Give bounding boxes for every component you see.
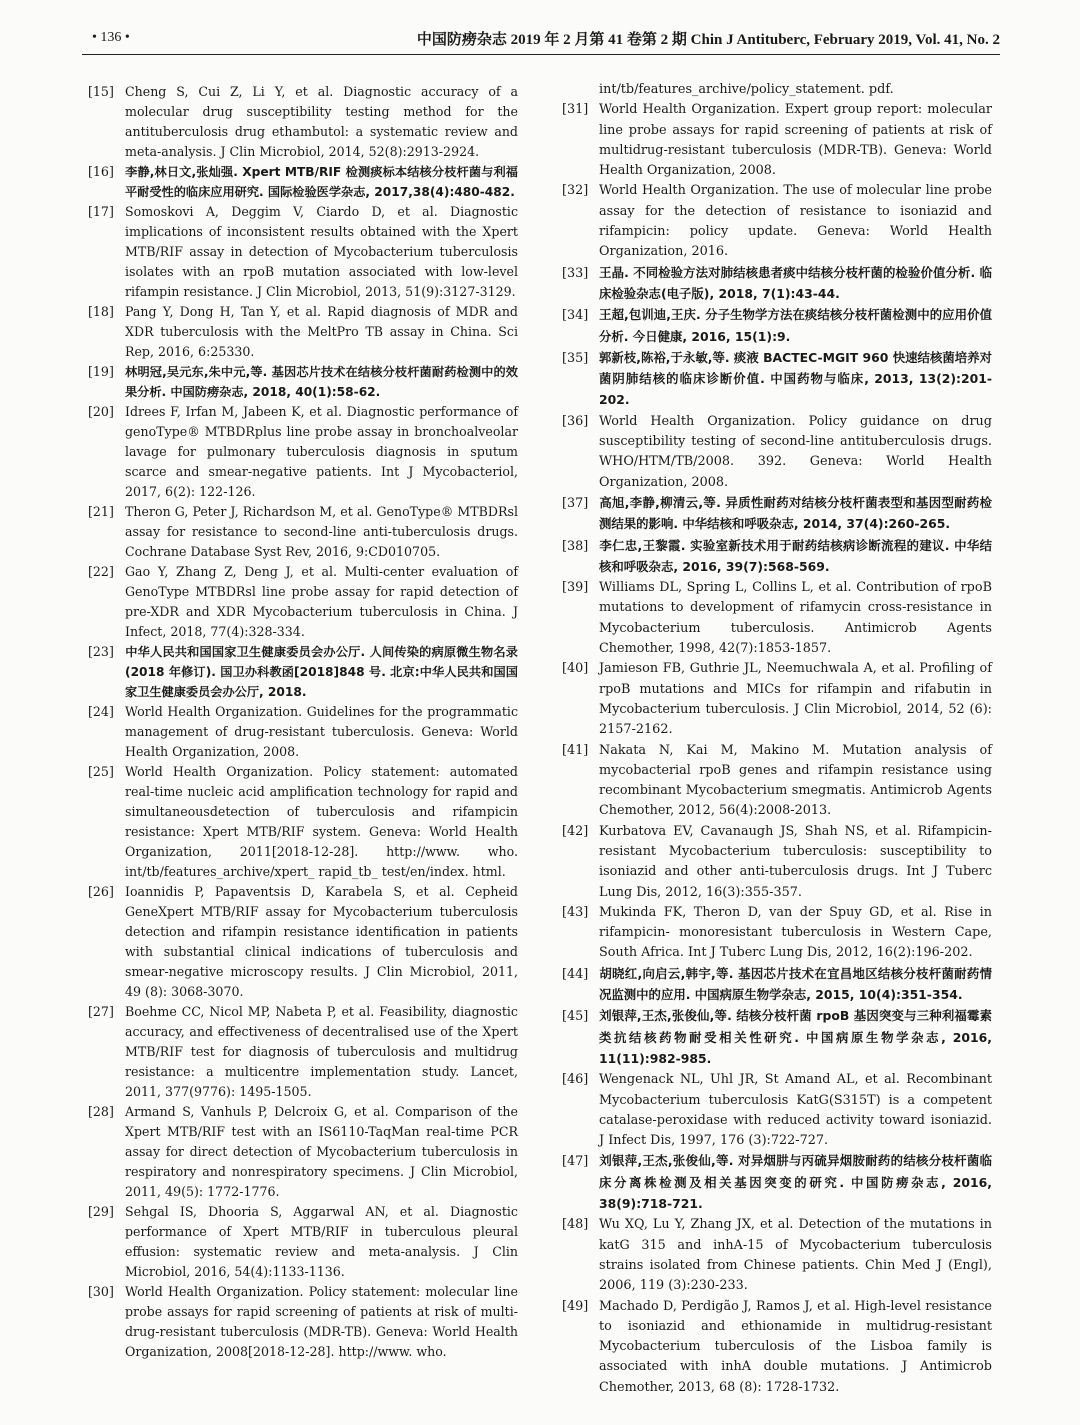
reference-item [88, 362, 518, 402]
reference-text: 李静,林日文,张灿强. Xpert MTB/RIF 检测痰标本结核分枝杆菌与利福平耐受性的临床应用研究. 国际检验医学杂志, 2017,38(4):480-482. [125, 165, 518, 199]
reference-text: World Health Organization. The use of molecular line probe assay for the detection of resistance to isoniazid and rifampicin: policy update. Geneva: World Health Organization, 2016. [599, 183, 992, 260]
reference-text: World Health Organization. Guidelines for the programmatic management of drug-resistant tuberculosis. Geneva: World Health Organization, 2008. [125, 704, 518, 759]
reference-number: [49] [562, 1298, 589, 1314]
reference-number: [25] [88, 764, 114, 779]
reference-text: Somoskovi A, Deggim V, Ciardo D, et al. Diagnostic implications of inconsistent results obtained with the Xpert MTB/RIF assay in detection of Mycobacterium tuberculosis isolates with an rpoB mutation associated with low-level rifampin resistance. J Clin Microbiol, 2013, 51(9):3127-3129. [125, 204, 518, 299]
reference-item [88, 882, 518, 1002]
reference-item [562, 263, 992, 306]
reference-text: World Health Organization. Policy guidance on drug susceptibility testing of second-line antituberculosis drugs. WHO/HTM/TB/2008. 392. Geneva: World Health Organization, 2008. [599, 413, 992, 490]
reference-item [562, 741, 992, 822]
reference-item [88, 302, 518, 362]
journal-running-title: 中国防痨杂志 2019 年 2 月第 41 卷第 2 期 Chin J Antituberc, February 2019, Vol. 41, No. 2 [416, 32, 1000, 48]
reference-number: [30] [88, 1284, 114, 1299]
reference-number: [41] [562, 742, 589, 758]
reference-number: [32] [562, 183, 589, 199]
reference-text: Idrees F, Irfan M, Jabeen K, et al. Diagnostic performance of genoType® MTBDRplus line probe assay in bronchoalveolar lavage for pulmonary tuberculosis diagnosis in sputum scarce and smear-negative patients. Int J Mycobacteriol, 2017, 6(2): 122-126. [125, 404, 518, 499]
reference-continuation: int/tb/features_archive/policy_statement. pdf. [599, 82, 894, 97]
reference-item [562, 659, 992, 740]
reference-number: [36] [562, 413, 589, 429]
reference-item [88, 642, 518, 702]
reference-text: 林明冠,吴元东,朱中元,等. 基因芯片技术在结核分枝杆菌耐药检测中的效果分析. 中国防痨杂志, 2018, 40(1):58-62. [125, 365, 518, 399]
reference-item [562, 822, 992, 903]
reference-number: [21] [88, 504, 114, 519]
reference-item [562, 536, 992, 579]
reference-number: [33] [562, 265, 589, 281]
reference-item [88, 502, 518, 562]
reference-item [88, 162, 518, 202]
reference-number: [19] [88, 364, 114, 379]
reference-item [562, 964, 992, 1007]
page-header [82, 26, 1000, 54]
reference-number: [43] [562, 904, 589, 920]
reference-text: 王超,包训迪,王庆. 分子生物学方法在痰结核分枝杆菌检测中的应用价值分析. 今日健康, 2016, 15(1):9. [599, 307, 992, 344]
reference-text: 高旭,李静,柳清云,等. 异质性耐药对结核分枝杆菌表型和基因型耐药检测结果的影响. 中华结核和呼吸杂志, 2014, 37(4):260-265. [599, 494, 992, 532]
reference-number: [40] [562, 661, 589, 677]
reference-item [88, 702, 518, 762]
reference-text: Jamieson FB, Guthrie JL, Neemuchwala A, et al. Profiling of rpoB mutations and MICs for rifampin and rifabutin in Mycobacterium tuberculosis. J Clin Microbiol, 2014, 52 (6): 2157-2162. [599, 661, 992, 738]
reference-number: [47] [562, 1154, 589, 1170]
reference-text: Theron G, Peter J, Richardson M, et al. GenoType® MTBDRsl assay for resistance to second-line anti-tuberculosis drugs. Cochrane Database Syst Rev, 2016, 9:CD010705. [125, 504, 518, 559]
reference-text: Sehgal IS, Dhooria S, Aggarwal AN, et al. Diagnostic performance of Xpert MTB/RIF in tuberculous pleural effusion: systematic review and meta-analysis. J Clin Microbiol, 2016, 54(4):1133-1136. [125, 1204, 518, 1279]
reference-number: [38] [562, 538, 589, 554]
reference-number: [31] [562, 102, 589, 118]
reference-number: [24] [88, 704, 114, 719]
reference-text: Wengenack NL, Uhl JR, St Amand AL, et al. Recombinant Mycobacterium tuberculosis KatG(S315T) is a competent catalase-peroxidase with reduced activity toward isoniazid. J Infect Dis, 1997, 176 (3):722-727. [599, 1072, 992, 1149]
reference-item [562, 412, 992, 493]
reference-item [88, 1282, 518, 1362]
reference-item [562, 348, 992, 412]
reference-number: [46] [562, 1072, 589, 1088]
reference-text: Gao Y, Zhang Z, Deng J, et al. Multi-center evaluation of GenoType MTBDRsl line probe assay for rapid detection of pre-XDR and XDR Mycobacterium tuberculosis in China. J Infect, 2018, 77(4):328-334. [125, 564, 518, 639]
reference-item [562, 1070, 992, 1151]
reference-number: [35] [562, 350, 589, 366]
reference-number: [45] [562, 1009, 589, 1025]
header-rule [82, 54, 1000, 55]
reference-text: 王晶. 不同检验方法对肺结核患者痰中结核分枝杆菌的检验价值分析. 临床检验杂志(电子版), 2018, 7(1):43-44. [599, 264, 992, 301]
reference-item [562, 903, 992, 964]
reference-item [562, 100, 992, 181]
reference-number: [27] [88, 1004, 114, 1019]
reference-item [88, 202, 518, 302]
reference-text: Williams DL, Spring L, Collins L, et al. Contribution of rpoB mutations to development of rifamycin cross-resistance in Mycobacterium tuberculosis. Antimicrob Agents Chemother, 1998, 42(7):1853-1857. [599, 580, 992, 657]
reference-text: Mukinda FK, Theron D, van der Spuy GD, et al. Rise in rifampicin- monoresistant tuberculosis in Western Cape, South Africa. Int J Tuberc Lung Dis, 2012, 16(2):196-202. [599, 904, 992, 961]
reference-text: 刘银萍,王杰,张俊仙,等. 结核分枝杆菌 rpoB 基因突变与三种利福霉素类抗结核药物耐受相关性研究. 中国病原生物学杂志, 2016, 11(11):982-985. [599, 1008, 992, 1066]
reference-text: World Health Organization. Expert group report: molecular line probe assays for rapid screening of patients at risk of multidrug-resistant tuberculosis (MDR-TB). Geneva: World Health Organization, 2008. [599, 102, 992, 179]
reference-item [562, 1297, 992, 1398]
reference-number: [39] [562, 580, 589, 596]
right-reference-column [562, 80, 992, 1398]
reference-number: [17] [88, 204, 114, 219]
reference-text: Boehme CC, Nicol MP, Nabeta P, et al. Feasibility, diagnostic accuracy, and effectiveness of decentralised use of the Xpert MTB/RIF test for diagnosis of tuberculosis and multidrug resistance: a multicentre implementation study. Lancet, 2011, 377(9776): 1495-1505. [125, 1004, 518, 1099]
reference-number: [44] [562, 966, 589, 982]
reference-text: 李仁忠,王黎霞. 实验室新技术用于耐药结核病诊断流程的建议. 中华结核和呼吸杂志, 2016, 39(7):568-569. [599, 537, 992, 574]
reference-text: 胡晓红,向启云,韩宇,等. 基因芯片技术在宜昌地区结核分枝杆菌耐药情况监测中的应用. 中国病原生物学杂志, 2015, 10(4):351-354. [599, 965, 992, 1003]
reference-item [562, 493, 992, 536]
reference-text: 刘银萍,王杰,张俊仙,等. 对异烟肼与丙硫异烟胺耐药的结核分枝杆菌临床分离株检测及相关基因突变的研究. 中国防痨杂志, 2016, 38(9):718-721. [599, 1153, 992, 1212]
reference-number: [18] [88, 304, 114, 319]
reference-number: [16] [88, 164, 114, 179]
reference-item [88, 762, 518, 882]
reference-item [562, 578, 992, 659]
reference-number: [37] [562, 495, 589, 511]
reference-number: [42] [562, 823, 589, 839]
reference-text: World Health Organization. Policy statement: automated real-time nucleic acid amplification technology for rapid and simultaneousdetection of tuberculosis and rifampicin resistance: Xpert MTB/RIF system. Geneva: World Health Organization, 2011[2018-12-28]. http://www. who. int/tb/features_archive/xpert_ rapid_tb_ test/en/index. html. [125, 764, 518, 879]
left-reference-column [88, 82, 518, 1362]
reference-item [88, 402, 518, 502]
reference-number: [28] [88, 1104, 114, 1119]
reference-number: [23] [88, 644, 114, 659]
reference-text: Wu XQ, Lu Y, Zhang JX, et al. Detection of the mutations in katG 315 and inhA-15 of Mycobacterium tuberculosis strains isolated from Chinese patients. Chin Med J (Engl), 2006, 119 (3):230-233. [599, 1217, 992, 1294]
reference-number: [22] [88, 564, 114, 579]
reference-item [88, 1202, 518, 1282]
reference-item [88, 82, 518, 162]
reference-number: [48] [562, 1217, 589, 1233]
reference-text: World Health Organization. Policy statement: molecular line probe assays for rapid screening of patients at risk of multi-drug-resistant tuberculosis (MDR-TB). Geneva: World Health Organization, 2008[2018-12-28]. http://www. who. [125, 1284, 518, 1359]
reference-item [88, 562, 518, 642]
reference-text: Ioannidis P, Papaventsis D, Karabela S, et al. Cepheid GeneXpert MTB/RIF assay for Mycobacterium tuberculosis detection and rifampin resistance identification in patients with substantial clinical indications of tuberculosis and smear-negative microscopy results. J Clin Microbiol, 2011, 49 (8): 3068-3070. [125, 884, 518, 999]
reference-text: Kurbatova EV, Cavanaugh JS, Shah NS, et al. Rifampicin-resistant Mycobacterium tuberculosis: susceptibility to isoniazid and other anti-tuberculosis drugs. Int J Tuberc Lung Dis, 2012, 16(3):355-357. [599, 823, 992, 900]
reference-text: Machado D, Perdigão J, Ramos J, et al. High-level resistance to isoniazid and ethionamide in multidrug-resistant Mycobacterium tuberculosis of the Lisboa family is associated with inhA double mutations. J Antimicrob Chemother, 2013, 68 (8): 1728-1732. [599, 1298, 992, 1395]
reference-text: Armand S, Vanhuls P, Delcroix G, et al. Comparison of the Xpert MTB/RIF test with an IS6110-TaqMan real-time PCR assay for direct detection of Mycobacterium tuberculosis in respiratory and nonrespiratory specimens. J Clin Microbiol, 2011, 49(5): 1772-1776. [125, 1104, 518, 1199]
reference-item [88, 1102, 518, 1202]
reference-item [562, 181, 992, 262]
reference-number: [20] [88, 404, 114, 419]
reference-item [562, 305, 992, 348]
reference-number: [34] [562, 308, 589, 324]
reference-number: [29] [88, 1204, 114, 1219]
page-number: • 136 • [92, 30, 130, 45]
reference-text: 中华人民共和国国家卫生健康委员会办公厅. 人间传染的病原微生物名录(2018 年修订). 国卫办科教函[2018]848 号. 北京:中华人民共和国国家卫生健康委员会办公厅, 2018. [125, 645, 518, 699]
reference-text: Pang Y, Dong H, Tan Y, et al. Rapid diagnosis of MDR and XDR tuberculosis with the MeltPro TB assay in China. Sci Rep, 2016, 6:25330. [125, 304, 518, 359]
reference-text: Cheng S, Cui Z, Li Y, et al. Diagnostic accuracy of a molecular drug susceptibility testing method for the antituberculosis drug ethambutol: a systematic review and meta-analysis. J Clin Microbiol, 2014, 52(8):2913-2924. [125, 84, 518, 159]
reference-number: [15] [88, 84, 114, 99]
reference-item [88, 1002, 518, 1102]
reference-text: Nakata N, Kai M, Makino M. Mutation analysis of mycobacterial rpoB genes and rifampin resistance using recombinant Mycobacterium smegmatis. Antimicrob Agents Chemother, 2012, 56(4):2008-2013. [599, 742, 992, 819]
reference-item [562, 1151, 992, 1215]
reference-text: 郭新枝,陈裕,于永敏,等. 痰液 BACTEC-MGIT 960 快速结核菌培养对菌阴肺结核的临床诊断价值. 中国药物与临床, 2013, 13(2):201-202. [599, 349, 992, 408]
reference-item [562, 1215, 992, 1296]
reference-item [562, 1006, 992, 1070]
reference-number: [26] [88, 884, 114, 899]
